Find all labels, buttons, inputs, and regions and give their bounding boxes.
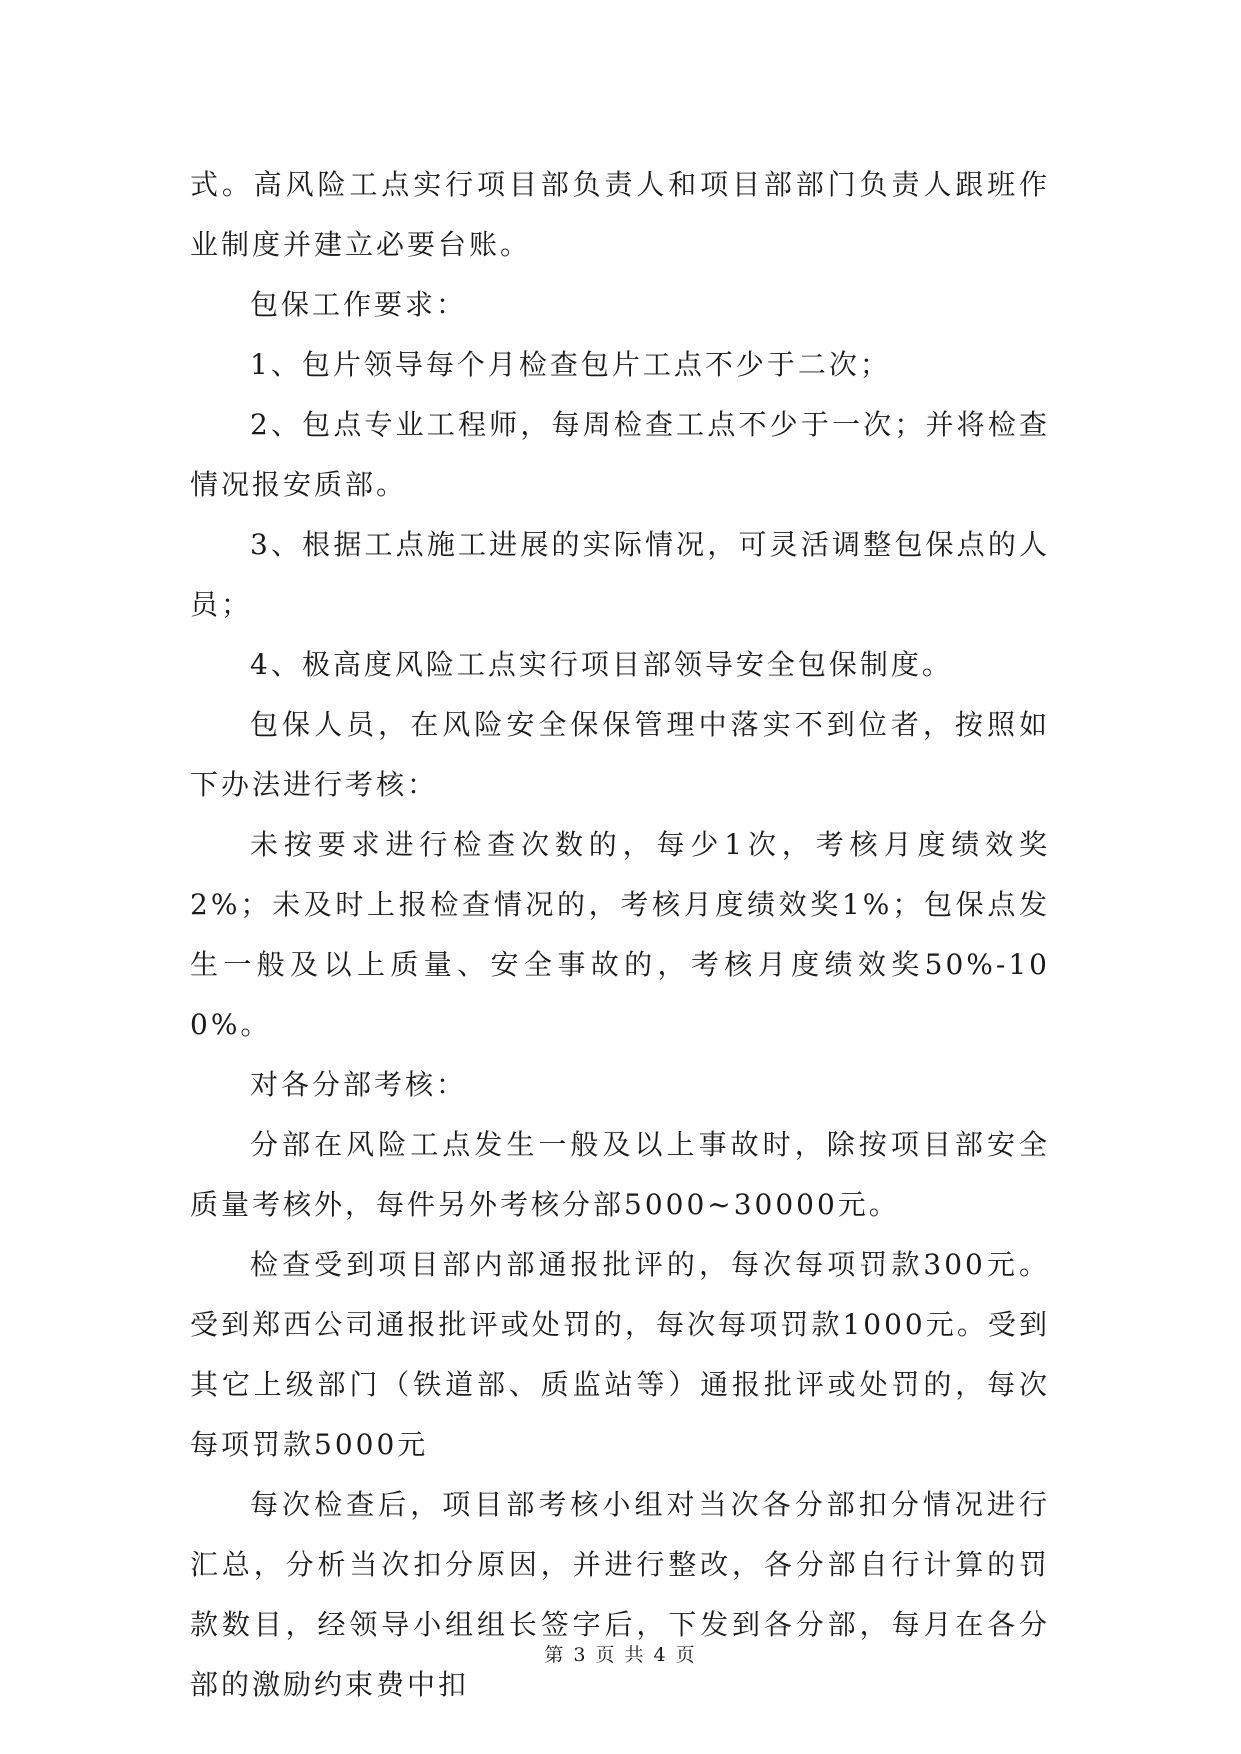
paragraph-personnel-penalties: 未按要求进行检查次数的，每少1次，考核月度绩效奖2%；未及时上报检查情况的，考核月度绩效奖1%；包保点发生一般及以上质量、安全事故的，考核月度绩效奖50%-100%。 <box>190 828 1050 1041</box>
paragraph-branch-accident-penalty: 分部在风险工点发生一般及以上事故时，除按项目部安全质量考核外，每件另外考核分部5000~30000元。 <box>190 1128 1050 1221</box>
paragraph-assessment-intro: 包保人员，在风险安全保保管理中落实不到位者，按照如下办法进行考核： <box>190 708 1050 801</box>
paragraph-continuation: 式。高风险工点实行项目部负责人和项目部部门负责人跟班作业制度并建立必要台账。 <box>190 168 1050 261</box>
paragraph-item-1: 1、包片领导每个月检查包片工点不少于二次； <box>250 348 891 381</box>
page-number-footer: 第 3 页 共 4 页 <box>544 1644 697 1666</box>
document-body <box>190 155 1050 1715</box>
paragraph-baobao-requirements-heading: 包保工作要求： <box>250 288 468 321</box>
paragraph-criticism-fines: 检查受到项目部内部通报批评的，每次每项罚款300元。受到郑西公司通报批评或处罚的，每次每项罚款1000元。受到其它上级部门（铁道部、质监站等）通报批评或处罚的，每次每项罚款5000元 <box>190 1248 1050 1461</box>
paragraph-branch-assessment-heading: 对各分部考核： <box>250 1068 468 1101</box>
paragraph-item-4: 4、极高度风险工点实行项目部领导安全包保制度。 <box>250 648 953 681</box>
paragraph-item-2: 2、包点专业工程师，每周检查工点不少于一次；并将检查情况报安质部。 <box>190 408 1050 501</box>
paragraph-item-3: 3、根据工点施工进展的实际情况，可灵活调整包保点的人员； <box>190 528 1050 621</box>
paragraph-post-inspection-process: 每次检查后，项目部考核小组对当次各分部扣分情况进行汇总，分析当次扣分原因，并进行整改，各分部自行计算的罚款数目，经领导小组组长签字后，下发到各分部，每月在各分部的激励约束费中扣 <box>190 1488 1050 1701</box>
